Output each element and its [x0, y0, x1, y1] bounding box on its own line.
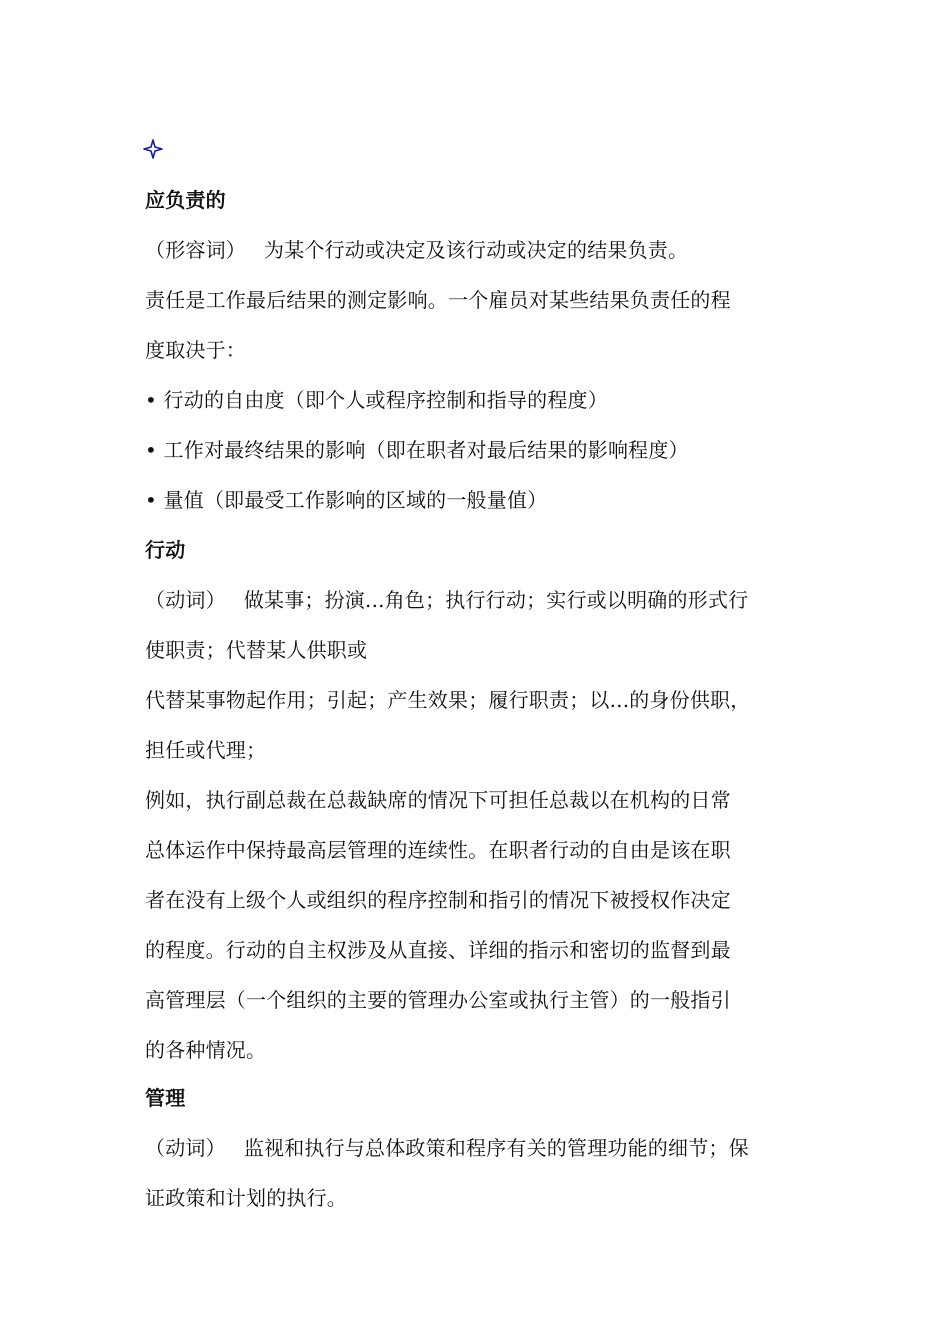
term-title-action: 行动: [145, 538, 186, 562]
bullet-item-impact: • 工作对最终结果的影响（即在职者对最后结果的影响程度）: [145, 438, 689, 462]
description-line: 度取决于：: [145, 338, 246, 362]
definition-line-manage: [145, 1136, 815, 1160]
description-line: 责任是工作最后结果的测定影响。一个雇员对某些结果负责任的程: [145, 288, 731, 312]
definition-line: 代替某事物起作用；引起；产生效果；履行职责；以...的身份供职，: [145, 688, 751, 712]
four-point-star-icon: [143, 139, 163, 159]
term-title-manage: 管理: [145, 1086, 186, 1110]
definition-line-action: [145, 588, 815, 612]
example-line: 者在没有上级个人或组织的程序控制和指引的情况下被授权作决定: [145, 888, 731, 912]
definition-text: 为某个行动或决定及该行动或决定的结果负责。: [264, 238, 689, 262]
example-line: 总体运作中保持最高层管理的连续性。在职者行动的自由是该在职: [145, 838, 731, 862]
example-line: 的程度。行动的自主权涉及从直接、详细的指示和密切的监督到最: [145, 938, 731, 962]
example-line: 的各种情况。: [145, 1038, 267, 1062]
definition-text: 做某事；扮演...角色；执行行动；实行或以明确的形式行: [243, 588, 749, 612]
definition-line: 担任或代理；: [145, 738, 267, 762]
definition-text: 监视和执行与总体政策和程序有关的管理功能的细节；保: [243, 1136, 749, 1160]
part-of-speech: （动词）: [145, 588, 226, 612]
definition-line: 证政策和计划的执行。: [145, 1186, 347, 1210]
example-line: 高管理层（一个组织的主要的管理办公室或执行主管）的一般指引: [145, 988, 731, 1012]
part-of-speech: （形容词）: [145, 238, 246, 262]
part-of-speech: （动词）: [145, 1136, 226, 1160]
definition-line: 使职责；代替某人供职或: [145, 638, 368, 662]
example-line: 例如，执行副总裁在总裁缺席的情况下可担任总裁以在机构的日常: [145, 788, 731, 812]
term-title-accountable: 应负责的: [145, 188, 226, 212]
bullet-item-magnitude: • 量值（即最受工作影响的区域的一般量值）: [145, 488, 548, 512]
definition-line-accountable: [145, 238, 815, 262]
bullet-item-freedom: • 行动的自由度（即个人或程序控制和指导的程度）: [145, 388, 608, 412]
